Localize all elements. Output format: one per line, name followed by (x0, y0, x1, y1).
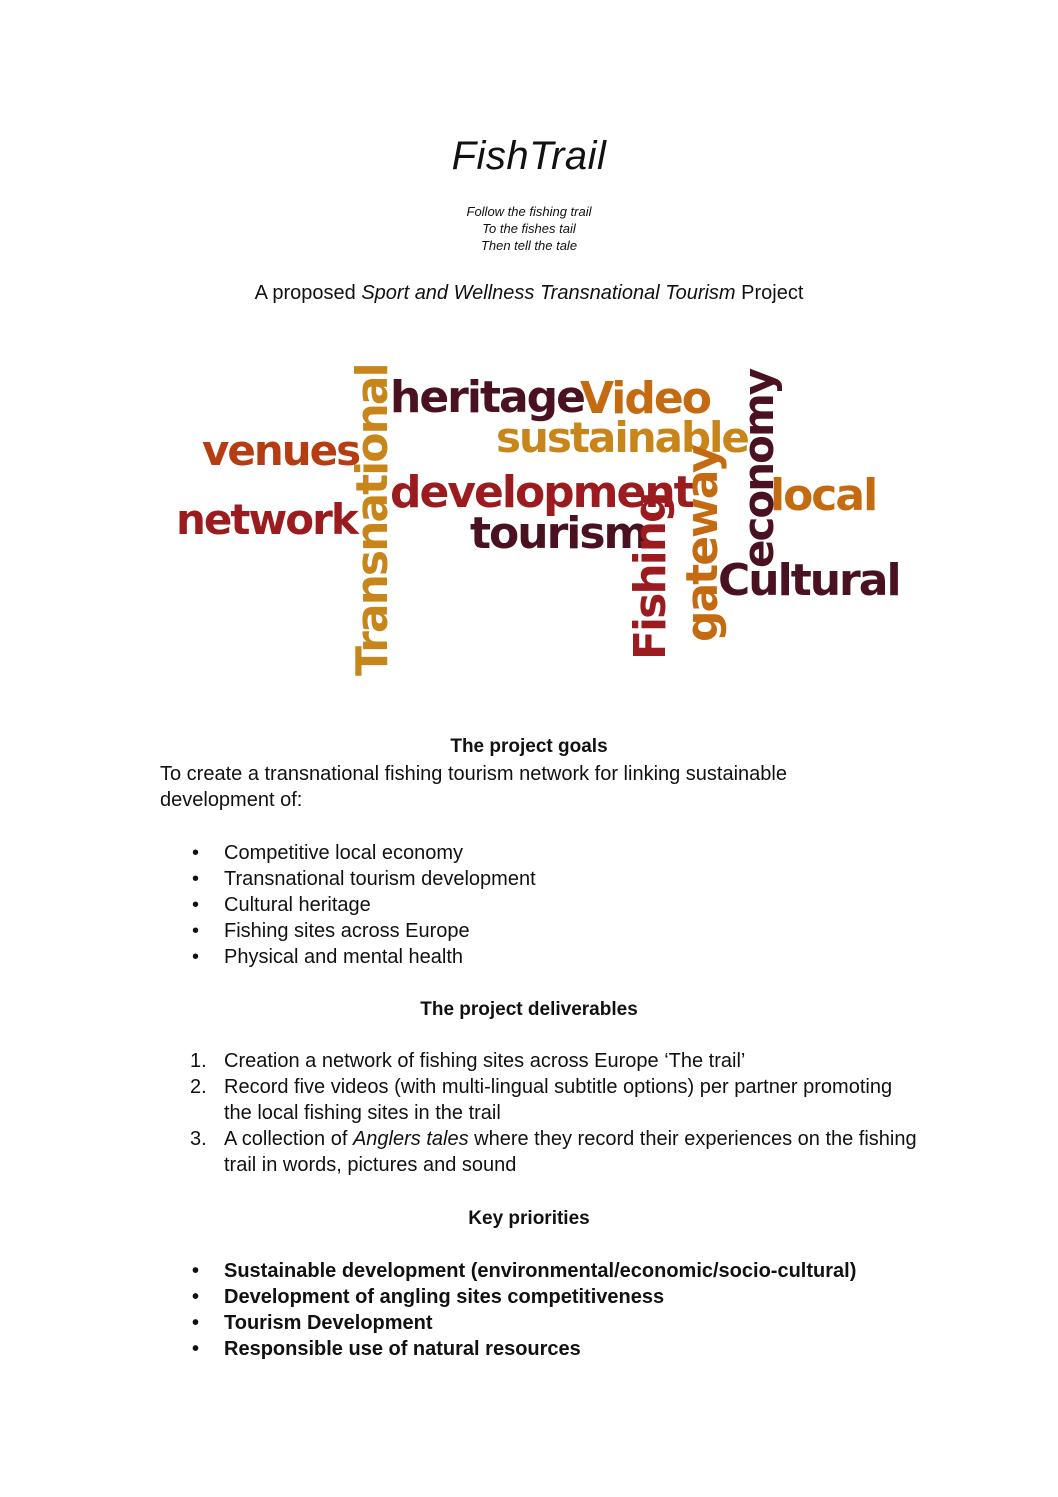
list-item-text: Physical and mental health (224, 946, 464, 968)
list-item-text-italic: Anglers tales (352, 1128, 469, 1150)
word-economy: economy (734, 369, 783, 568)
list-item (160, 1048, 920, 1074)
priorities-heading: Key priorities (468, 1208, 590, 1229)
list-item-text: Cultural heritage (224, 894, 371, 916)
list-item (160, 1074, 920, 1126)
bullet-icon: • (192, 920, 200, 942)
list-item (160, 1258, 920, 1284)
word-tourism: tourism (470, 508, 648, 559)
list-item-text: Sustainable development (environmental/economic/socio-cultural) (224, 1260, 857, 1282)
bullet-icon: • (192, 894, 200, 916)
bullet-icon: • (192, 946, 200, 968)
project-subtitle (0, 282, 1058, 305)
goals-list (160, 840, 920, 970)
document-title: FishTrail (451, 134, 607, 178)
list-number: 2. (190, 1076, 207, 1098)
goals-heading: The project goals (450, 736, 608, 757)
list-item-text: Responsible use of natural resources (224, 1338, 581, 1360)
list-item-text: Transnational tourism development (224, 868, 536, 890)
bullet-icon: • (192, 842, 200, 864)
word-network: network (176, 495, 357, 544)
list-item (160, 1126, 920, 1178)
word-venues: venues (202, 426, 360, 475)
list-item (160, 918, 920, 944)
goals-intro: To create a transnational fishing tourism network for linking sustainable development of: (160, 763, 787, 811)
list-item (160, 866, 920, 892)
poem-line-2: To the fishes tail (482, 221, 576, 236)
word-sustainable: sustainable (496, 413, 748, 462)
list-item (160, 892, 920, 918)
word-heritage: heritage (390, 372, 585, 423)
word-video: Video (580, 373, 710, 424)
deliverables-list (160, 1048, 920, 1178)
list-item (160, 1310, 920, 1336)
list-item-text-pre: A collection of (224, 1128, 353, 1150)
list-item-text-post: where they record their experiences on the fishing trail in words, pictures and sound (224, 1128, 917, 1176)
word-gateway: gateway (677, 446, 728, 642)
list-item (160, 840, 920, 866)
list-item-text: Fishing sites across Europe (224, 920, 470, 942)
list-item-text: Creation a network of fishing sites across Europe ‘The trail’ (224, 1050, 746, 1072)
list-item (160, 1284, 920, 1310)
word-transnational: Transnational (347, 364, 398, 676)
bullet-icon: • (192, 1260, 200, 1282)
list-item-text: Record five videos (with multi-lingual subtitle options) per partner promoting the local fishing sites in the trail (224, 1076, 893, 1124)
bullet-icon: • (192, 1312, 200, 1334)
subtitle-prefix: A proposed (254, 282, 362, 304)
poem-line-1: Follow the fishing trail (466, 204, 592, 219)
word-cultural: Cultural (718, 555, 900, 606)
bullet-icon: • (192, 868, 200, 890)
list-item-text: Development of angling sites competitiveness (224, 1286, 665, 1308)
word-development: development (390, 467, 693, 518)
subtitle-italic: Sport and Wellness Transnational Tourism (361, 282, 736, 304)
poem-line-3: Then tell the tale (480, 238, 578, 253)
list-number: 1. (190, 1050, 207, 1072)
list-item-text: Competitive local economy (224, 842, 463, 864)
subtitle-suffix: Project (735, 282, 804, 304)
word-cloud (0, 0, 1058, 700)
list-item-text: Tourism Development (224, 1312, 433, 1334)
deliverables-heading: The project deliverables (420, 999, 638, 1020)
bullet-icon: • (192, 1286, 200, 1308)
list-number: 3. (190, 1128, 207, 1150)
priorities-list (160, 1258, 920, 1362)
word-fishing: Fishing (625, 493, 676, 660)
list-item (160, 944, 920, 970)
word-local: local (770, 470, 877, 521)
bullet-icon: • (192, 1338, 200, 1360)
list-item (160, 1336, 920, 1362)
